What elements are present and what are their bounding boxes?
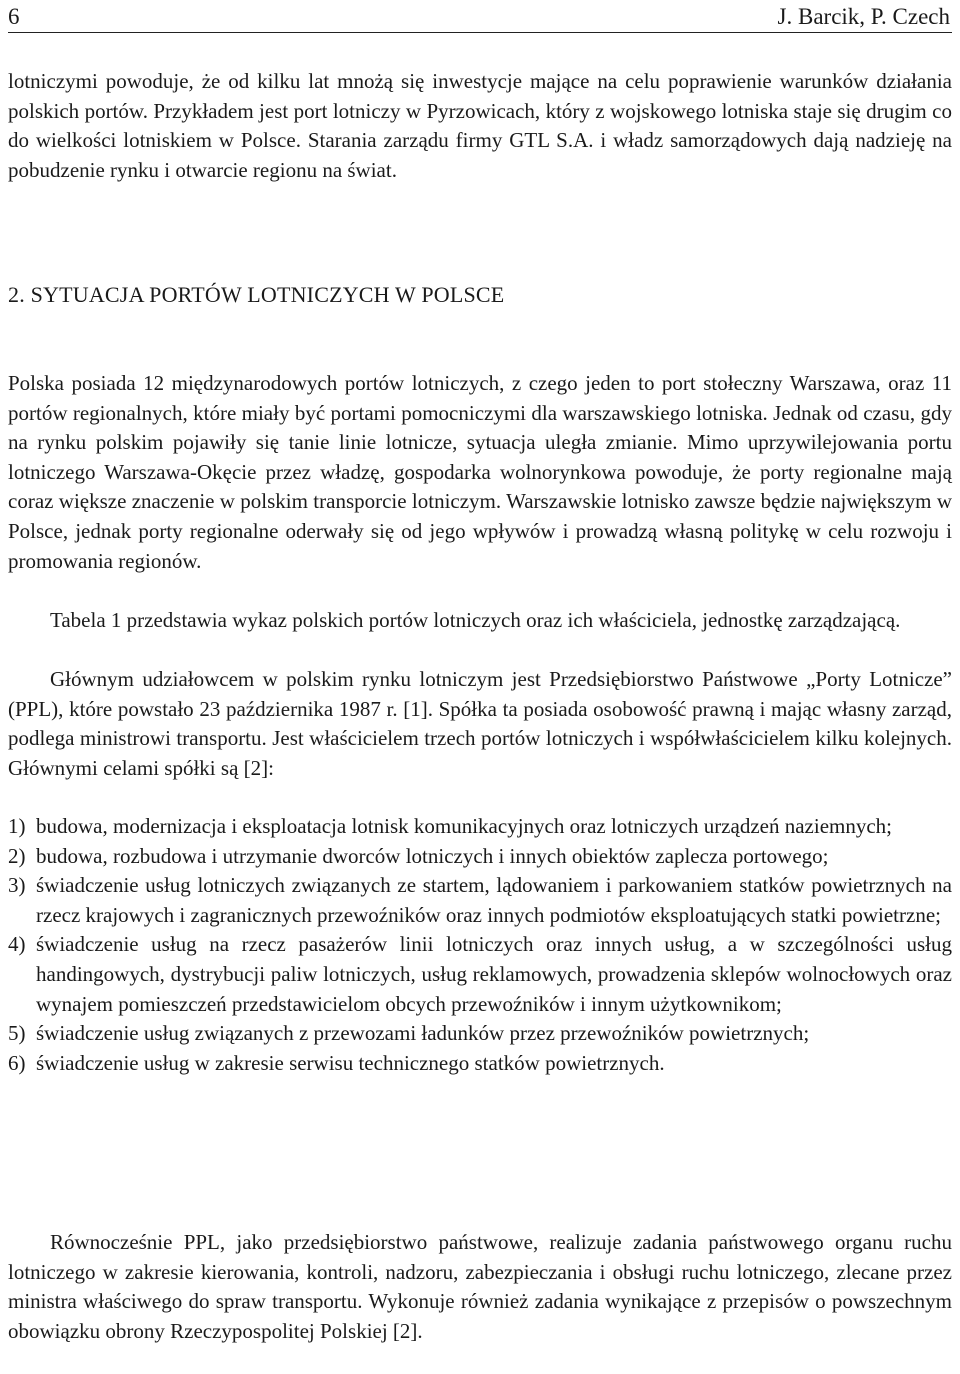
list-item-number: 4): [8, 932, 26, 957]
list-item: [8, 812, 952, 842]
list-item-text: świadczenie usług związanych z przewozami ładunków przez przewoźników powietrznych;: [36, 1021, 810, 1046]
list-item-number: 1): [8, 814, 26, 838]
list-item: [8, 842, 952, 872]
list-item: [8, 1019, 952, 1049]
closing-paragraph: Równocześnie PPL, jako przedsiębiorstwo państwowe, realizuje zadania państwowego organu ruchu lotniczego w zakresie kierowania, kontroli, nadzoru, zabezpieczania i obsługi ruchu lotniczego, zlecane przez ministra właściwego do spraw transportu. Wykonuje również zadania wynikające z przepisów o powszechnym obowiązku obrony Rzeczypospolitej Polskiej [2].: [8, 1230, 952, 1343]
goals-list: [8, 812, 952, 1078]
list-item-text: świadczenie usług lotniczych związanych ze startem, lądowaniem i parkowaniem statków powietrznych na rzecz krajowych i zagranicznych przewoźników oraz innych podmiotów eksploatujących statki powietrzne;: [36, 873, 952, 927]
intro-paragraph: lotniczymi powoduje, że od kilku lat mnożą się inwestycje mające na celu poprawienie warunków działania polskich portów. Przykładem jest port lotniczy w Pyrzowicach, który z wojskowego lotniska staje się drugim co do wielkości lotniskiem w Polsce. Starania zarządu firmy GTL S.A. i władz samorządowych dają nadzieję na pobudzenie rynku i otwarcie regionu na świat.: [8, 69, 952, 182]
body-paragraph-2: Tabela 1 przedstawia wykaz polskich portów lotniczych oraz ich właściciela, jednostkę zarządzającą.: [50, 608, 901, 632]
body-paragraph-3: Głównym udziałowcem w polskim rynku lotniczym jest Przedsiębiorstwo Państwowe „Porty Lotnicze” (PPL), które powstało 23 października 1987 r. [1]. Spółka ta posiada osobowość prawną i mając własny zarząd, podlega ministrowi transportu. Jest właścicielem trzech portów lotniczych i współwłaścicielem kilku kolejnych. Głównymi celami spółki są [2]:: [8, 667, 952, 780]
list-item-text: świadczenie usług w zakresie serwisu technicznego statków powietrznych.: [36, 1050, 665, 1075]
page-header: [8, 4, 952, 33]
list-item: [8, 1049, 952, 1079]
list-item-number: 3): [8, 873, 26, 898]
list-item: [8, 930, 952, 1019]
body-paragraph-1: Polska posiada 12 międzynarodowych portów lotniczych, z czego jeden to port stołeczny Warszawa, oraz 11 portów regionalnych, które miały być portami pomocniczymi dla warszawskiego lotniska. Jednak od czasu, gdy na rynku polskim pojawiły się tanie linie lotnicze, sytuacja uległa zmianie. Mimo uprzywilejowania portu lotniczego Warszawa-Okęcie przez władzę, gospodarka wolnorynkowa powoduje, że porty regionalne mają coraz większe znaczenie w polskim transporcie lotniczym. Warszawskie lotnisko zawsze będzie największym w Polsce, jednak porty regionalne oderwały się od jego wpływów i prowadzą własną politykę w celu rozwoju i promowania regionów.: [8, 371, 952, 573]
list-item-number: 5): [8, 1021, 26, 1046]
page-number: 6: [8, 4, 20, 29]
running-title: J. Barcik, P. Czech: [777, 4, 950, 29]
list-item-text: budowa, modernizacja i eksploatacja lotnisk komunikacyjnych oraz lotniczych urządzeń naziemnych;: [36, 814, 893, 838]
list-item-text: świadczenie usług na rzecz pasażerów linii lotniczych oraz innych usług, a w szczególności usług handingowych, dystrybucji paliw lotniczych, usług reklamowych, prowadzenia sklepów wolnocłowych oraz wynajem pomieszczeń przedstawicielom obcych przewoźników i innym użytkownikom;: [36, 932, 952, 1016]
list-item-number: 2): [8, 843, 26, 868]
list-item: [8, 871, 952, 930]
list-item-number: 6): [8, 1050, 26, 1075]
list-item-text: budowa, rozbudowa i utrzymanie dworców lotniczych i innych obiektów zaplecza portowego;: [36, 843, 829, 868]
section-heading: 2. SYTUACJA PORTÓW LOTNICZYCH W POLSCE: [8, 282, 505, 307]
